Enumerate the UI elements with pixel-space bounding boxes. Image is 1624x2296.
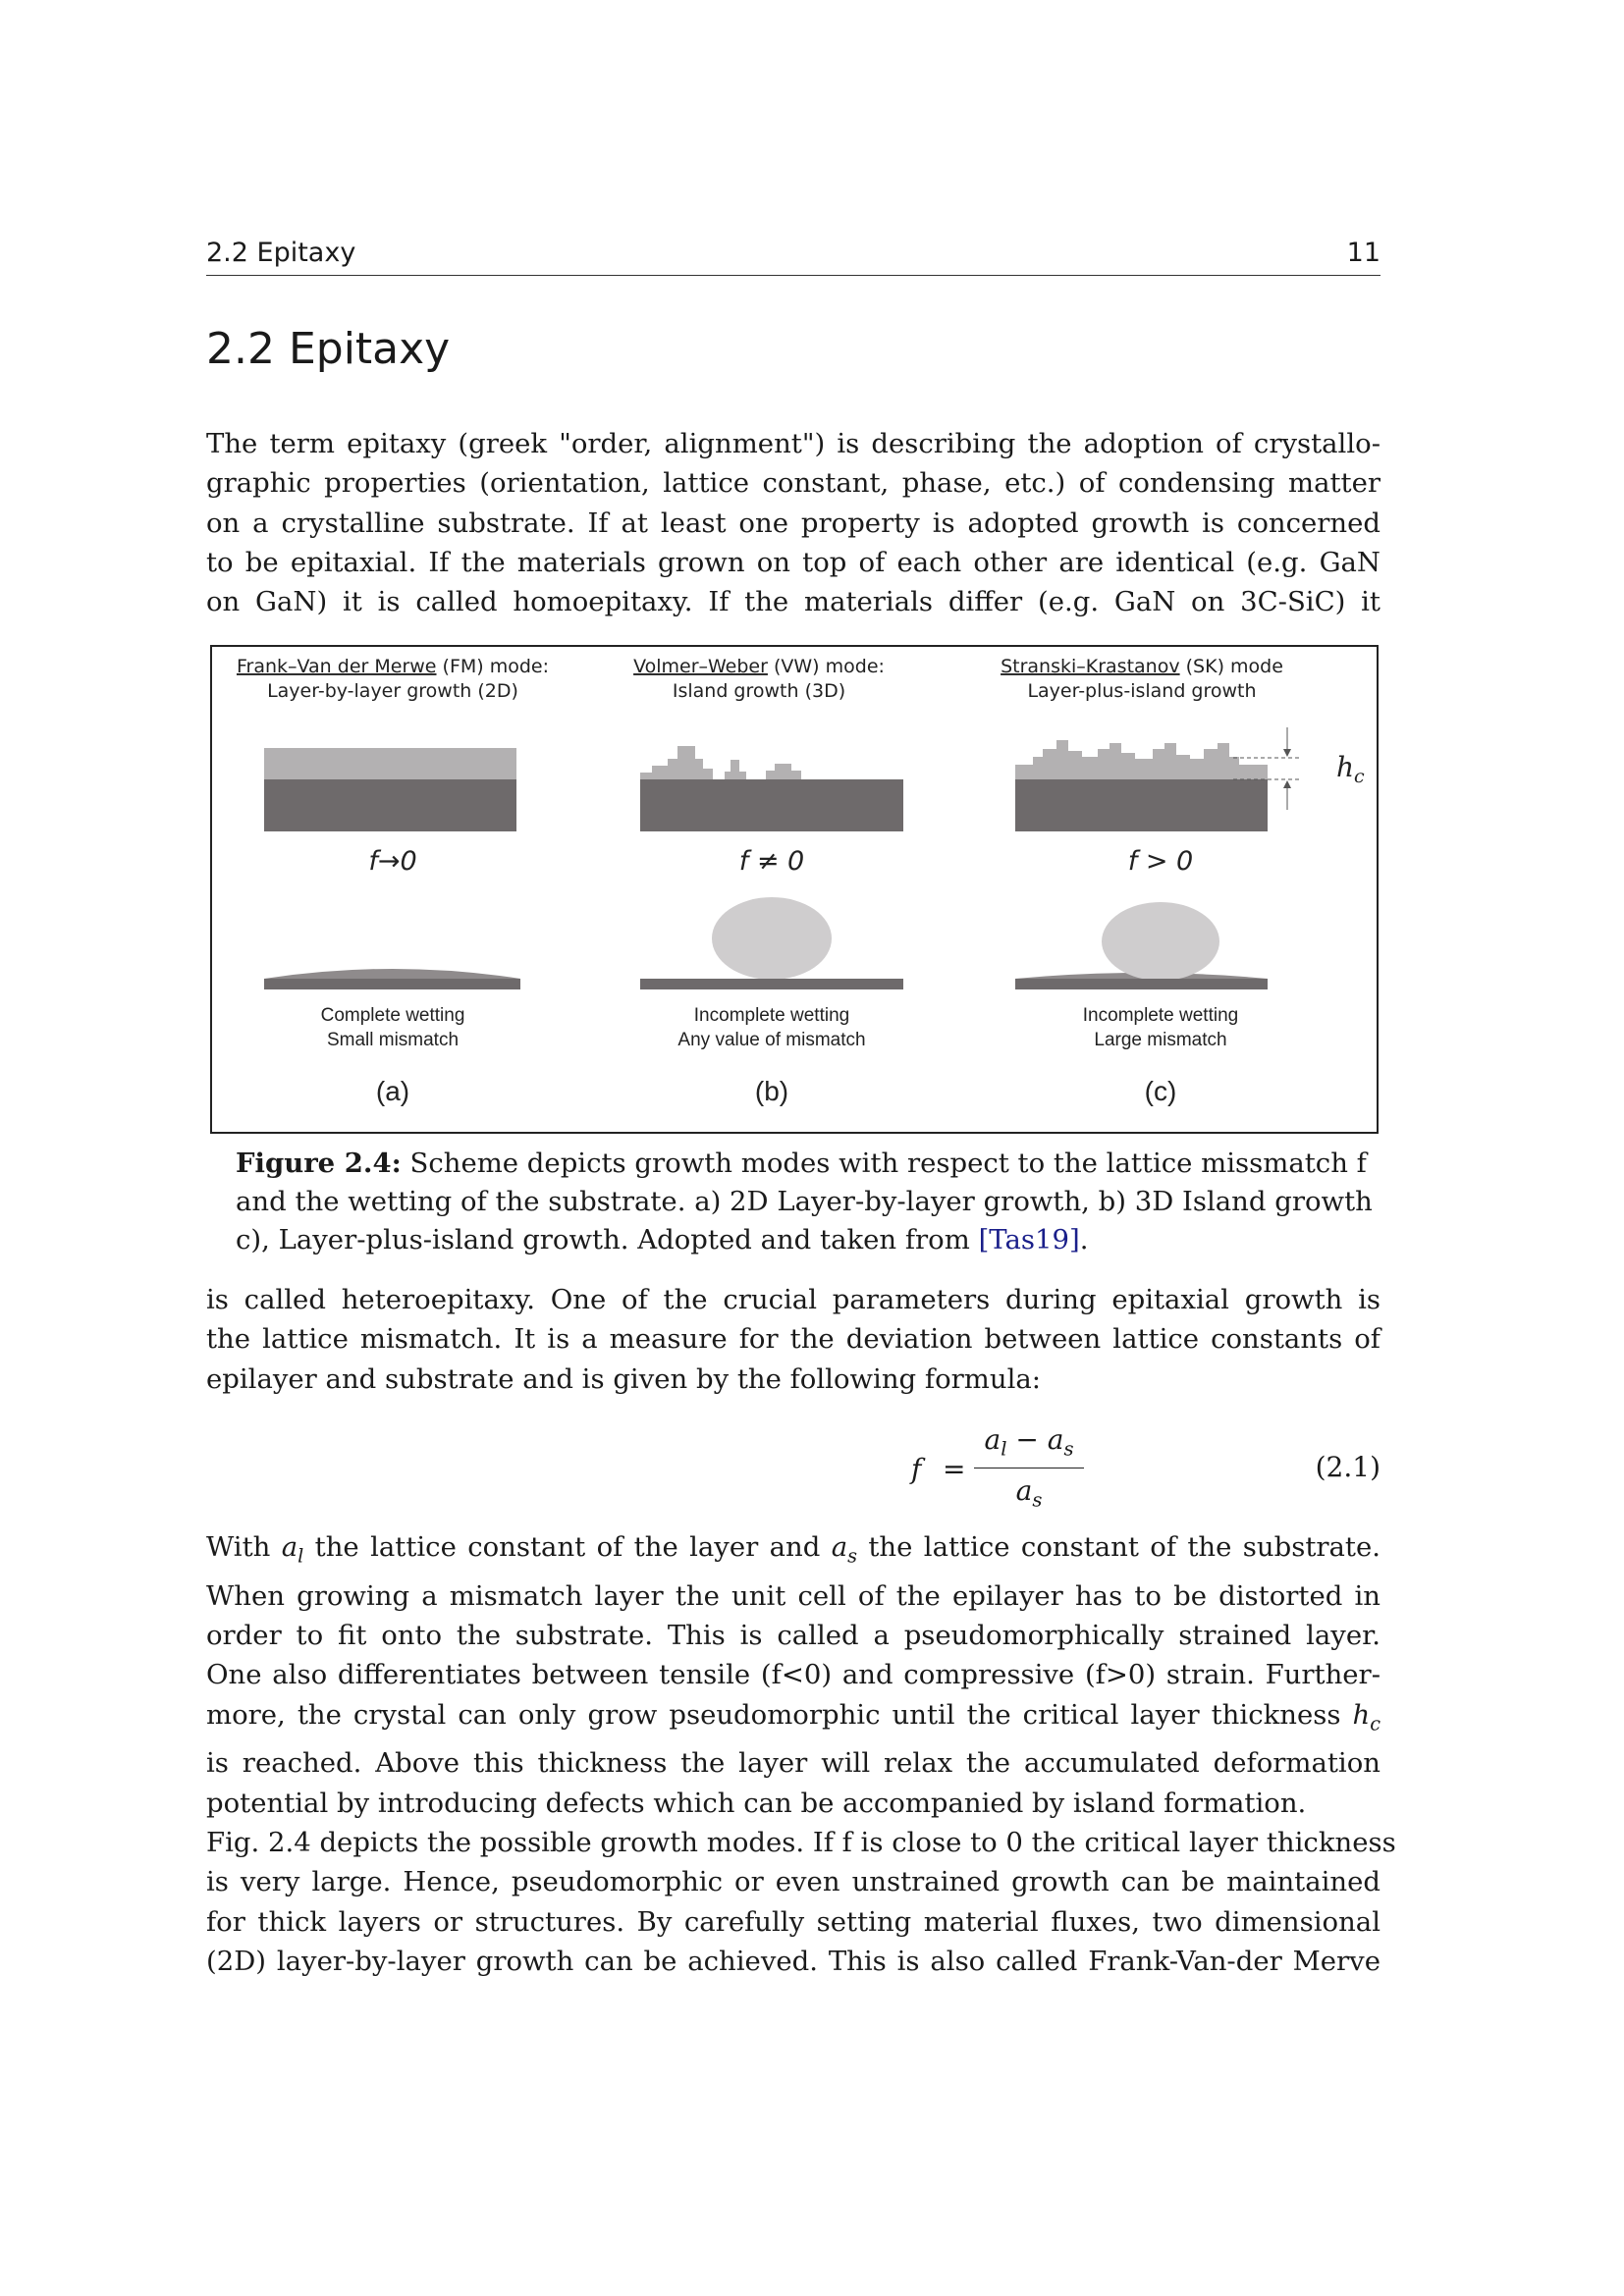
panel-a-mode-name: Frank–Van der Merwe bbox=[236, 656, 437, 677]
body-line bbox=[206, 1527, 1380, 1576]
hc-label-h: h bbox=[1336, 751, 1355, 783]
body-line: When growing a mismatch layer the unit cell of the epilayer has to be distorted in bbox=[206, 1579, 1380, 1612]
body-line: for thick layers or structures. By carefully setting material fluxes, two dimensional bbox=[206, 1905, 1380, 1938]
caption-text: . bbox=[1079, 1224, 1089, 1255]
body-text: With bbox=[206, 1531, 282, 1563]
panel-b-wetting: Incomplete wetting bbox=[693, 1005, 850, 1026]
equation-subscript: l bbox=[1001, 1437, 1007, 1461]
body-line: Fig. 2.4 depicts the possible growth modes. If f is close to 0 the critical layer thickness bbox=[206, 1827, 1396, 1859]
panel-b-substrate bbox=[640, 779, 903, 831]
body-line bbox=[206, 1695, 1380, 1744]
body-line: order to fit onto the substrate. This is called a pseudomorphically strained layer. bbox=[206, 1620, 1380, 1652]
equation-equals: = bbox=[943, 1453, 966, 1485]
equation-numerator bbox=[974, 1423, 1084, 1461]
panel-a-mismatch: f→0 bbox=[368, 846, 417, 877]
intro-line: to be epitaxial. If the materials grown on top of each other are identical (e.g. GaN bbox=[206, 546, 1380, 578]
body-text: the lattice constant of the layer and bbox=[303, 1531, 832, 1563]
body-line: potential by introducing defects which can be accompanied by island formation. bbox=[206, 1787, 1307, 1819]
caption-line: and the wetting of the substrate. a) 2D Layer-by-layer growth, b) 3D Island growth bbox=[236, 1186, 1373, 1217]
math-var: a bbox=[281, 1531, 298, 1563]
body-text: the lattice constant of the substrate. bbox=[857, 1531, 1380, 1563]
panel-c-wetting-substrate bbox=[1015, 979, 1268, 989]
caption-text: Scheme depicts growth modes with respect to the lattice missmatch f bbox=[401, 1148, 1367, 1179]
caption-line bbox=[236, 1145, 1367, 1183]
panel-c-mismatch: f > 0 bbox=[1127, 846, 1194, 877]
panel-c-droplet bbox=[1102, 902, 1219, 981]
equation-number: (2.1) bbox=[1315, 1451, 1380, 1483]
panel-c-mode-suffix: (SK) mode bbox=[1179, 656, 1283, 677]
panel-c-growth: Layer-plus-island growth bbox=[1027, 680, 1257, 702]
header-section: 2.2 Epitaxy bbox=[206, 238, 356, 268]
body-line: One also differentiates between tensile (f<0) and compressive (f>0) strain. Further- bbox=[206, 1659, 1380, 1691]
panel-b-growth: Island growth (3D) bbox=[672, 680, 846, 702]
math-var: a bbox=[831, 1531, 848, 1563]
math-subscript: c bbox=[1370, 1712, 1380, 1735]
section-title: 2.2 Epitaxy bbox=[206, 324, 451, 374]
equation-subscript: s bbox=[1032, 1488, 1043, 1512]
caption-line bbox=[236, 1221, 1361, 1259]
math-var: h bbox=[1352, 1698, 1371, 1731]
heteroepitaxy-paragraph bbox=[206, 1280, 1380, 1399]
body-line: (2D) layer-by-layer growth can be achieved. This is also called Frank-Van-der Merve bbox=[206, 1945, 1380, 1977]
math-subscript: l bbox=[298, 1544, 304, 1568]
panel-a-wetting-substrate bbox=[264, 979, 520, 989]
body-line: is reached. Above this thickness the layer will relax the accumulated deformation bbox=[206, 1747, 1380, 1780]
panel-c-mode-name: Stranski–Krastanov bbox=[1001, 656, 1180, 677]
panel-b-mode-name: Volmer–Weber bbox=[633, 656, 768, 677]
hc-arrow-up bbox=[1283, 780, 1291, 788]
panel-c-substrate bbox=[1015, 779, 1268, 831]
intro-line: graphic properties (orientation, lattice constant, phase, etc.) of condensing matter bbox=[206, 467, 1380, 500]
panel-b-mode-suffix: (VW) mode: bbox=[767, 656, 885, 677]
panel-c-wetting-layer-and-islands bbox=[1015, 740, 1268, 779]
body-line: is called heteroepitaxy. One of the crucial parameters during epitaxial growth is bbox=[206, 1284, 1380, 1315]
hc-label bbox=[1336, 751, 1365, 787]
panel-a-growth: Layer-by-layer growth (2D) bbox=[267, 680, 518, 702]
growth-modes-diagram bbox=[212, 647, 1380, 1136]
equation-var: a bbox=[1047, 1423, 1064, 1456]
intro-line: The term epitaxy (greek "order, alignment") is describing the adoption of crystallo- bbox=[206, 428, 1380, 459]
panel-b-droplet bbox=[712, 897, 832, 980]
panel-a-epilayer bbox=[264, 748, 516, 779]
body-line: the lattice mismatch. It is a measure for the deviation between lattice constants of bbox=[206, 1323, 1380, 1356]
panel-c-mismatch-desc: Large mismatch bbox=[1094, 1030, 1227, 1050]
panel-c-mode bbox=[1001, 656, 1283, 677]
figure-caption bbox=[236, 1145, 1373, 1259]
intro-paragraph bbox=[206, 424, 1380, 621]
panel-b-mismatch: f ≠ 0 bbox=[738, 846, 805, 877]
panel-a-mode bbox=[237, 656, 549, 677]
equation-denominator bbox=[974, 1474, 1084, 1512]
mismatch-equation bbox=[206, 1423, 1380, 1512]
body-line: epilayer and substrate and is given by the following formula: bbox=[206, 1362, 1042, 1395]
hc-label-sub: c bbox=[1354, 766, 1365, 787]
equation-var: a bbox=[984, 1423, 1001, 1456]
caption-text: c), Layer-plus-island growth. Adopted and taken from bbox=[236, 1224, 979, 1255]
panel-b-mode bbox=[633, 656, 885, 677]
body-paragraph bbox=[206, 1527, 1396, 1981]
equation-var: a bbox=[1015, 1474, 1033, 1507]
body-text: more, the crystal can only grow pseudomorphic until the critical layer thickness bbox=[206, 1698, 1353, 1731]
panel-c-label: (c) bbox=[1144, 1076, 1177, 1106]
growth-modes-figure bbox=[210, 645, 1379, 1134]
page-number: 11 bbox=[1346, 238, 1380, 268]
intro-line: on a crystalline substrate. If at least one property is adopted growth is concerned bbox=[206, 507, 1380, 539]
equation-lhs: f bbox=[911, 1453, 922, 1485]
panel-a-mode-suffix: (FM) mode: bbox=[436, 656, 550, 677]
panel-c-wetting: Incomplete wetting bbox=[1082, 1005, 1239, 1026]
panel-a-mismatch-desc: Small mismatch bbox=[326, 1030, 460, 1050]
intro-line: on GaN) it is called homoepitaxy. If the materials differ (e.g. GaN on 3C-SiC) it bbox=[206, 586, 1380, 618]
panel-b-mismatch-desc: Any value of mismatch bbox=[677, 1030, 866, 1050]
running-header bbox=[206, 236, 1380, 276]
equation-minus: − bbox=[1006, 1423, 1048, 1456]
math-subscript: s bbox=[847, 1544, 857, 1568]
panel-b-islands bbox=[640, 746, 801, 779]
panel-a-label: (a) bbox=[375, 1076, 410, 1106]
panel-a-wetting: Complete wetting bbox=[320, 1005, 465, 1026]
panel-b-wetting-substrate bbox=[640, 979, 903, 989]
panel-a-substrate bbox=[264, 779, 516, 831]
panel-b-label: (b) bbox=[754, 1076, 789, 1106]
hc-arrow-down bbox=[1283, 749, 1291, 757]
panel-a-wetting-film bbox=[264, 969, 520, 979]
caption-label: Figure 2.4: bbox=[236, 1148, 402, 1179]
citation-link[interactable]: [Tas19] bbox=[978, 1224, 1080, 1255]
equation-subscript: s bbox=[1063, 1437, 1074, 1461]
body-line: is very large. Hence, pseudomorphic or even unstrained growth can be maintained bbox=[206, 1866, 1380, 1898]
